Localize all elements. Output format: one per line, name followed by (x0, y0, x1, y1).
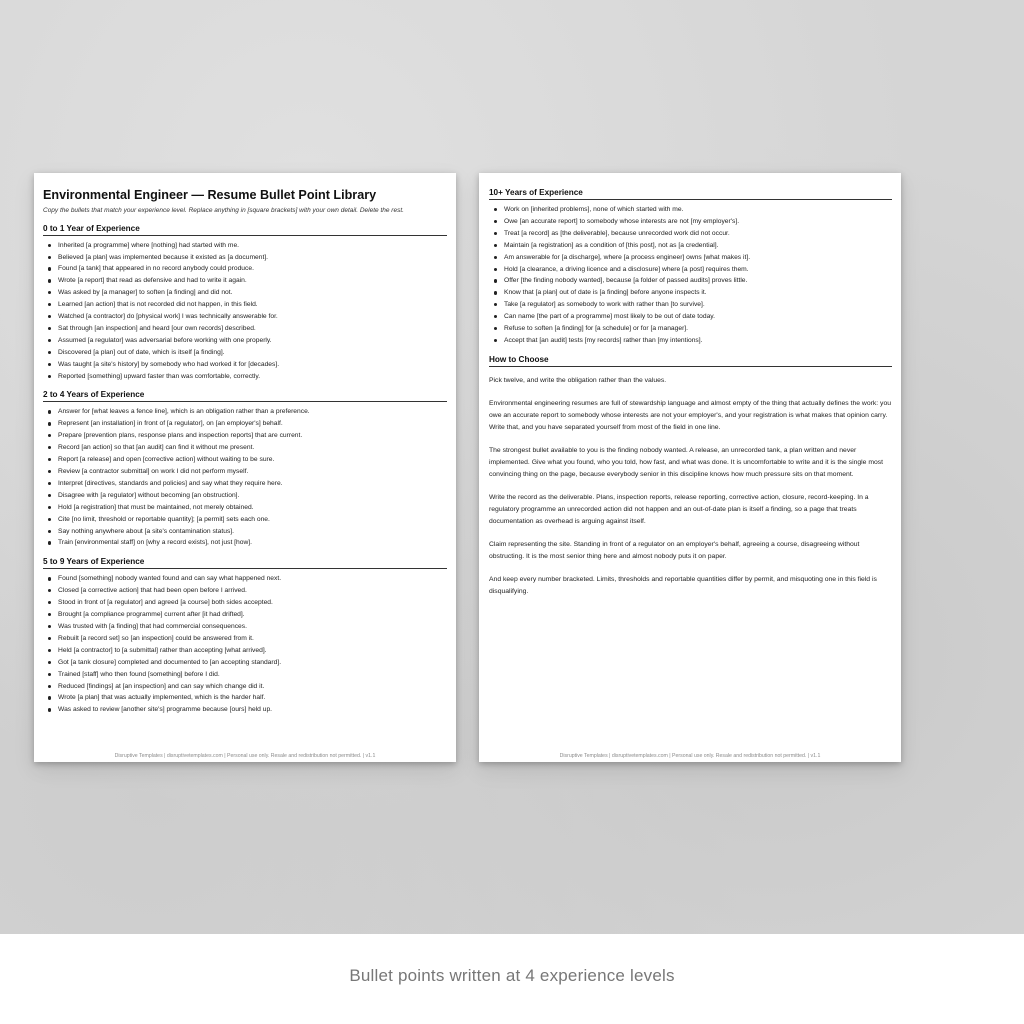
bullet-item: Answer for [what leaves a fence line], which is an obligation rather than a preference. (43, 406, 447, 418)
bullet-item: Maintain [a registration] as a condition of [this post], not as [a credential]. (489, 240, 892, 252)
bullet-item: Hold [a registration] that must be maintained, not merely obtained. (43, 502, 447, 514)
bullet-item: Sat through [an inspection] and heard [our own records] described. (43, 323, 447, 335)
document-title: Environmental Engineer — Resume Bullet Point Library (43, 188, 377, 202)
bullet-item: Review [a contractor submittal] on work I did not perform myself. (43, 466, 447, 478)
bullet-item: Accept that [an audit] tests [my records] rather than [my intentions]. (489, 335, 892, 347)
bullet-item: Closed [a corrective action] that had been open before I arrived. (43, 585, 447, 597)
caption-bar (0, 934, 1024, 1024)
bullet-item: Say nothing anywhere about [a site's contamination status]. (43, 526, 447, 538)
bullet-item: Take [a regulator] as somebody to work with rather than [to survive]. (489, 299, 892, 311)
section-heading: 2 to 4 Years of Experience (43, 390, 447, 402)
bullet-item: Rebuilt [a record set] so [an inspection] could be answered from it. (43, 633, 447, 645)
bullet-item: Watched [a contractor] do [physical work] I was technically answerable for. (43, 311, 447, 323)
bullet-item: Treat [a record] as [the deliverable], because unrecorded work did not occur. (489, 228, 892, 240)
section-2-4-years (43, 390, 447, 549)
bullet-item: Held [a contractor] to [a submittal] rather than accepting [what arrived]. (43, 645, 447, 657)
bullet-item: Offer [the finding nobody wanted], because [a folder of passed audits] proves little. (489, 275, 892, 287)
bullet-item: Work on [inherited problems], none of which started with me. (489, 204, 892, 216)
guidance-paragraph: Pick twelve, and write the obligation rather than the values. (489, 376, 667, 384)
bullet-item: Prepare [prevention plans, response plans and inspection reports] that are current. (43, 430, 447, 442)
bullet-item: Found [a tank] that appeared in no record anybody could produce. (43, 263, 447, 275)
bullet-item: Inherited [a programme] where [nothing] had started with me. (43, 240, 447, 252)
section-heading: How to Choose (489, 355, 892, 367)
bullet-list (43, 240, 447, 383)
section-heading: 5 to 9 Years of Experience (43, 557, 447, 569)
bullet-item: Was taught [a site's history] by somebody who had worked it for [decades]. (43, 359, 447, 371)
bullet-item: Cite [no limit, threshold or reportable quantity]; [a permit] sets each one. (43, 514, 447, 526)
image-caption: Bullet points written at 4 experience levels (349, 966, 675, 985)
right-page (479, 173, 901, 762)
bullet-item: Am answerable for [a discharge], where [a process engineer] owns [what makes it]. (489, 252, 892, 264)
bullet-item: Refuse to soften [a finding] for [a schedule] or for [a manager]. (489, 323, 892, 335)
bullet-item: Brought [a compliance programme] current after [it had drifted]. (43, 609, 447, 621)
section-10-plus-years (489, 188, 892, 347)
section-5-9-years (43, 557, 447, 716)
bullet-item: Disagree with [a regulator] without becoming [an obstruction]. (43, 490, 447, 502)
bullet-item: Owe [an accurate report] to somebody whose interests are not [my employer's]. (489, 216, 892, 228)
guidance-paragraph: Write the record as the deliverable. Plans, inspection reports, release reporting, corrective action, closure, record-keeping. In a regulatory programme an unrecorded action did not happen and an out-of-date plan is itself a finding, so a page that treats documentation as overhead is arguing against itself. (489, 493, 869, 525)
guidance-paragraph: The strongest bullet available to you is the finding nobody wanted. A release, an unrecorded tank, a plan written and never implemented. Give what you found, who you told, how fast, and what was done. It is uncomfortable to write and it is the single most convincing thing on the page, because everybody senior in this discipline knows how much pressure sits on that moment. (489, 447, 884, 478)
bullet-item: Got [a tank closure] completed and documented to [an accepting standard]. (43, 657, 447, 669)
bullet-list (489, 204, 892, 347)
bullet-item: Assumed [a regulator] was adversarial before working with one properly. (43, 335, 447, 347)
page-footer: Disruptive Templates | disruptivetemplates.com | Personal use only. Resale and redistribution not permitted. | v1.1 (559, 753, 821, 759)
document-instructions: Copy the bullets that match your experience level. Replace anything in [square brackets] with your own detail. Delete the rest. (43, 207, 404, 214)
bullet-item: Interpret [directives, standards and policies] and say what they require here. (43, 478, 447, 490)
bullet-item: Can name [the part of a programme] most likely to be out of date today. (489, 311, 892, 323)
bullet-item: Report [a release] and open [corrective action] without waiting to be sure. (43, 454, 447, 466)
bullet-item: Discovered [a plan] out of date, which is itself [a finding]. (43, 347, 447, 359)
bullet-item: Stood in front of [a regulator] and agreed [a course] both sides accepted. (43, 597, 447, 609)
how-to-choose-section (489, 355, 892, 598)
bullet-item: Know that [a plan] out of date is [a finding] before anyone inspects it. (489, 287, 892, 299)
bullet-item: Found [something] nobody wanted found and can say what happened next. (43, 573, 447, 585)
section-heading: 0 to 1 Year of Experience (43, 224, 447, 236)
left-page (34, 173, 456, 762)
bullet-item: Reduced [findings] at [an inspection] and can say which change did it. (43, 681, 447, 693)
bullet-item: Record [an action] so that [an audit] can find it without me present. (43, 442, 447, 454)
bullet-item: Hold [a clearance, a driving licence and a disclosure] where [a post] requires them. (489, 264, 892, 276)
bullet-item: Was asked by [a manager] to soften [a finding] and did not. (43, 287, 447, 299)
bullet-item: Was asked to review [another site's] programme because [ours] held up. (43, 704, 447, 716)
section-heading: 10+ Years of Experience (489, 188, 892, 200)
guidance-paragraph: Environmental engineering resumes are full of stewardship language and almost empty of the thing that actually defines the work: you owe an accurate report to somebody whose interests are not your employer's, and your registration is what makes that opinion carry. Write that, and you have separated yourself from most of the field in one line. (489, 400, 892, 431)
bullet-list (43, 573, 447, 716)
bullet-item: Believed [a plan] was implemented because it existed as [a document]. (43, 252, 447, 264)
bullet-item: Trained [staff] who then found [something] before I did. (43, 669, 447, 681)
bullet-item: Reported [something] upward faster than was comfortable, correctly. (43, 371, 447, 383)
bullet-item: Learned [an action] that is not recorded did not happen, in this field. (43, 299, 447, 311)
bullet-item: Represent [an installation] in front of [a regulator], on [an employer's] behalf. (43, 418, 447, 430)
guidance-paragraph: Claim representing the site. Standing in front of a regulator on an employer's behalf, agreeing a course, disagreeing without obstructing. It is the most senior thing here and almost nobody puts it on paper. (489, 540, 860, 560)
bullet-item: Train [environmental staff] on [why a record exists], not just [how]. (43, 537, 447, 549)
bullet-item: Wrote [a report] that read as defensive and had to write it again. (43, 275, 447, 287)
section-0-1-years (43, 224, 447, 383)
bullet-list (43, 406, 447, 549)
bullet-item: Wrote [a plan] that was actually implemented, which is the harder half. (43, 692, 447, 704)
guidance-paragraph: And keep every number bracketed. Limits, thresholds and reportable quantities differ by permit, and misquoting one in this field is disqualifying. (489, 575, 877, 595)
page-footer: Disruptive Templates | disruptivetemplates.com | Personal use only. Resale and redistribution not permitted. | v1.1 (114, 753, 376, 759)
bullet-item: Was trusted with [a finding] that had commercial consequences. (43, 621, 447, 633)
